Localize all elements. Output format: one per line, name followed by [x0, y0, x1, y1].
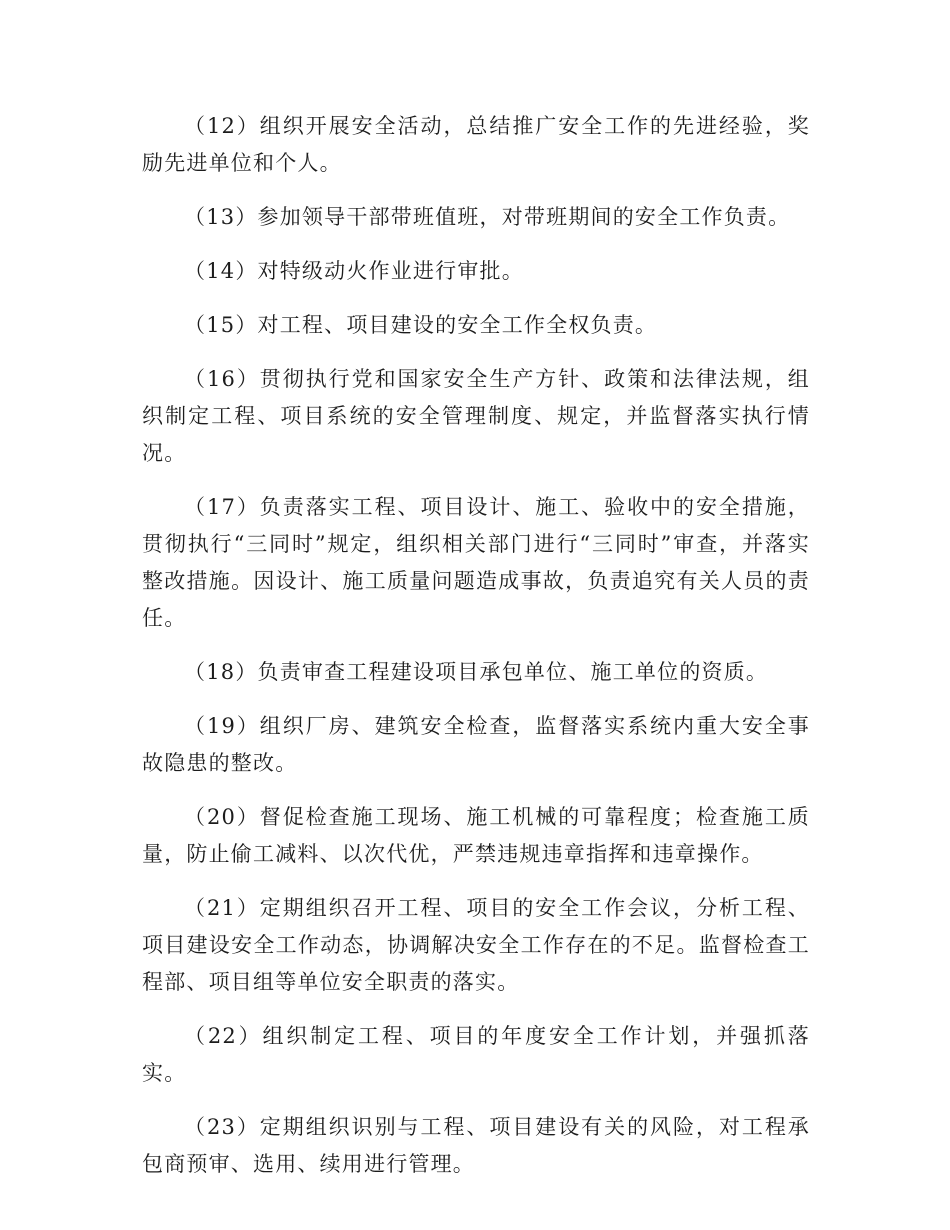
- paragraph-item-20: （20）督促检查施工现场、施工机械的可靠程度；检查施工质量，防止偷工减料、以次代优，严禁违规违章指挥和违章操作。: [142, 805, 810, 866]
- document-body: [142, 108, 810, 1200]
- paragraph-item-23: （23）定期组织识别与工程、项目建设有关的风险，对工程承包商预审、选用、续用进行管理。: [142, 1115, 810, 1176]
- paragraph-item-13: （13）参加领导干部带班值班，对带班期间的安全工作负责。: [184, 205, 791, 229]
- paragraph-item-17: （17）负责落实工程、项目设计、施工、验收中的安全措施，贯彻执行“三同时”规定，组织相关部门进行“三同时”审查，并落实整改措施。因设计、施工质量问题造成事故，负责追究有关人员的责任。: [142, 495, 810, 630]
- paragraph-item-12: （12）组织开展安全活动，总结推广安全工作的先进经验，奖励先进单位和个人。: [142, 114, 810, 175]
- paragraph-item-21: （21）定期组织召开工程、项目的安全工作会议，分析工程、项目建设安全工作动态，协调解决安全工作存在的不足。监督检查工程部、项目组等单位安全职责的落实。: [142, 896, 810, 994]
- paragraph-item-19: （19）组织厂房、建筑安全检查，监督落实系统内重大安全事故隐患的整改。: [142, 714, 810, 775]
- paragraph-item-18: （18）负责审查工程建设项目承包单位、施工单位的资质。: [184, 660, 769, 684]
- paragraph-item-15: （15）对工程、项目建设的安全工作全权负责。: [184, 313, 658, 337]
- paragraph-item-22: （22）组织制定工程、项目的年度安全工作计划，并强抓落实。: [142, 1024, 810, 1085]
- paragraph-item-14: （14）对特级动火作业进行审批。: [184, 259, 524, 283]
- paragraph-item-16: （16）贯彻执行党和国家安全生产方针、政策和法律法规，组织制定工程、项目系统的安全管理制度、规定，并监督落实执行情况。: [142, 367, 810, 465]
